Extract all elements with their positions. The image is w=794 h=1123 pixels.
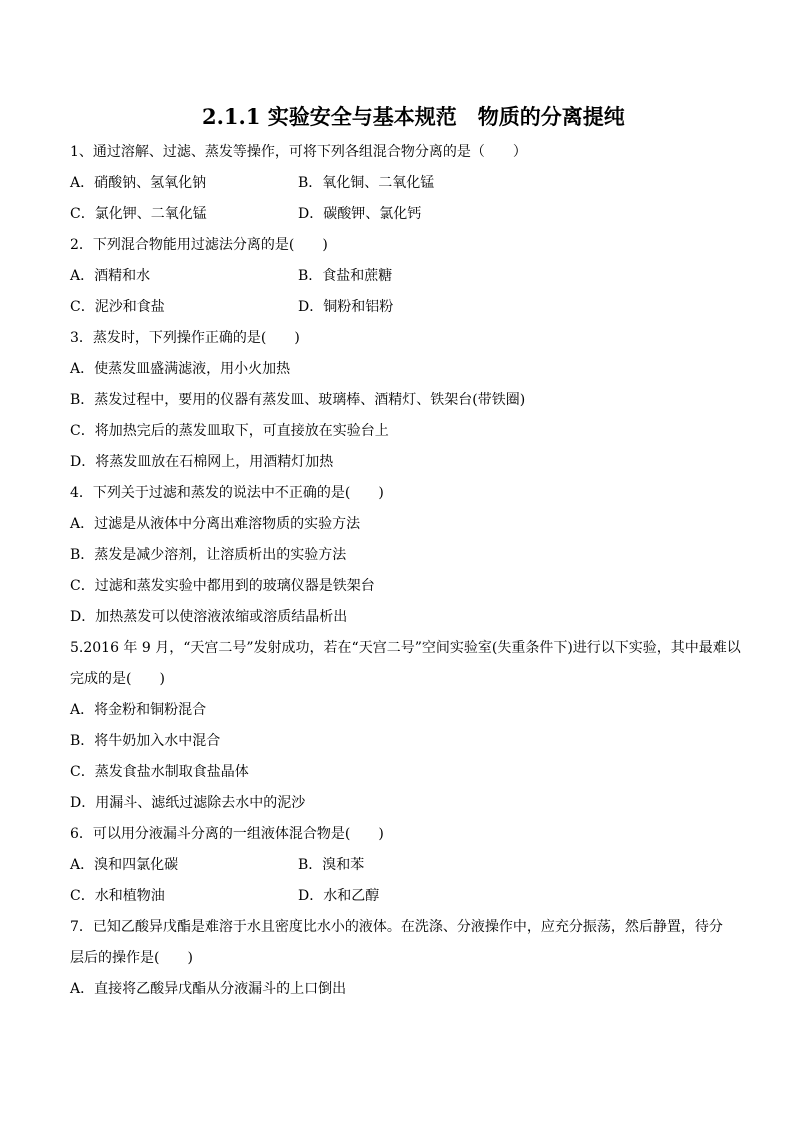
q1-options-row-1 [70,168,730,199]
q2-stem: 2．下列混合物能用过滤法分离的是( ) [70,237,328,253]
q1-stem: 1、通过溶解、过滤、蒸发等操作，可将下列各组混合物分离的是（ ） [70,144,527,160]
q6-option-c: C．水和植物油 [70,888,165,904]
q3-option-a: A．使蒸发皿盛满滤液，用小火加热 [70,361,291,377]
q5-option-d: D．用漏斗、滤纸过滤除去水中的泥沙 [70,795,306,811]
q2-options-row-1 [70,261,730,292]
q3-stem: 3．蒸发时，下列操作正确的是( ) [70,330,300,346]
q5-option-a: A．将金粉和铜粉混合 [70,702,207,718]
q4-option-c: C．过滤和蒸发实验中都用到的玻璃仪器是铁架台 [70,578,375,594]
q7-stem-line-1: 7．已知乙酸异戊酯是难溶于水且密度比水小的液体。在洗涤、分液操作中，应充分振荡，然后静置，待分 [70,919,723,935]
q2-option-a: A．酒精和水 [70,268,151,284]
q6-option-b: B．溴和苯 [298,857,365,873]
q6-options-row-1 [70,850,730,881]
page-title: 2.1.1 实验安全与基本规范 物质的分离提纯 [202,104,625,129]
q1-option-b: B．氧化铜、二氧化锰 [298,175,435,191]
q7-stem-line-2: 层后的操作是( ) [70,950,193,966]
q5-stem-line-2: 完成的是( ) [70,671,165,687]
q4-option-d: D．加热蒸发可以使溶液浓缩或溶质结晶析出 [70,609,348,625]
q1-option-d: D．碳酸钾、氯化钙 [298,206,422,222]
q2-option-c: C．泥沙和食盐 [70,299,165,315]
q5-stem-line-1: 5.2016 年 9 月，“天宫二号”发射成功，若在“天宫二号”空间实验室(失重条件下)进行以下实验，其中最难以 [70,640,741,656]
document-page [70,103,741,1005]
q4-option-b: B．蒸发是减少溶剂，让溶质析出的实验方法 [70,547,347,563]
q5-option-c: C．蒸发食盐水制取食盐晶体 [70,764,249,780]
q6-option-a: A．溴和四氯化碳 [70,857,179,873]
q2-option-b: B．食盐和蔗糖 [298,268,393,284]
q1-option-c: C．氯化钾、二氧化锰 [70,206,207,222]
q3-option-d: D．将蒸发皿放在石棉网上，用酒精灯加热 [70,454,334,470]
q1-option-a: A．硝酸钠、氢氧化钠 [70,175,207,191]
q1-options-row-2 [70,199,730,230]
q6-options-row-2 [70,881,730,912]
q3-option-c: C．将加热完后的蒸发皿取下，可直接放在实验台上 [70,423,389,439]
q3-option-b: B．蒸发过程中，要用的仪器有蒸发皿、玻璃棒、酒精灯、铁架台(带铁圈) [70,392,526,408]
q2-option-d: D．铜粉和铝粉 [298,299,394,315]
q6-option-d: D．水和乙醇 [298,888,380,904]
q6-stem: 6．可以用分液漏斗分离的一组液体混合物是( ) [70,826,384,842]
q4-option-a: A．过滤是从液体中分离出难溶物质的实验方法 [70,516,361,532]
q7-option-a: A．直接将乙酸异戊酯从分液漏斗的上口倒出 [70,981,347,997]
q4-stem: 4．下列关于过滤和蒸发的说法中不正确的是( ) [70,485,384,501]
q5-option-b: B．将牛奶加入水中混合 [70,733,221,749]
q2-options-row-2 [70,292,730,323]
